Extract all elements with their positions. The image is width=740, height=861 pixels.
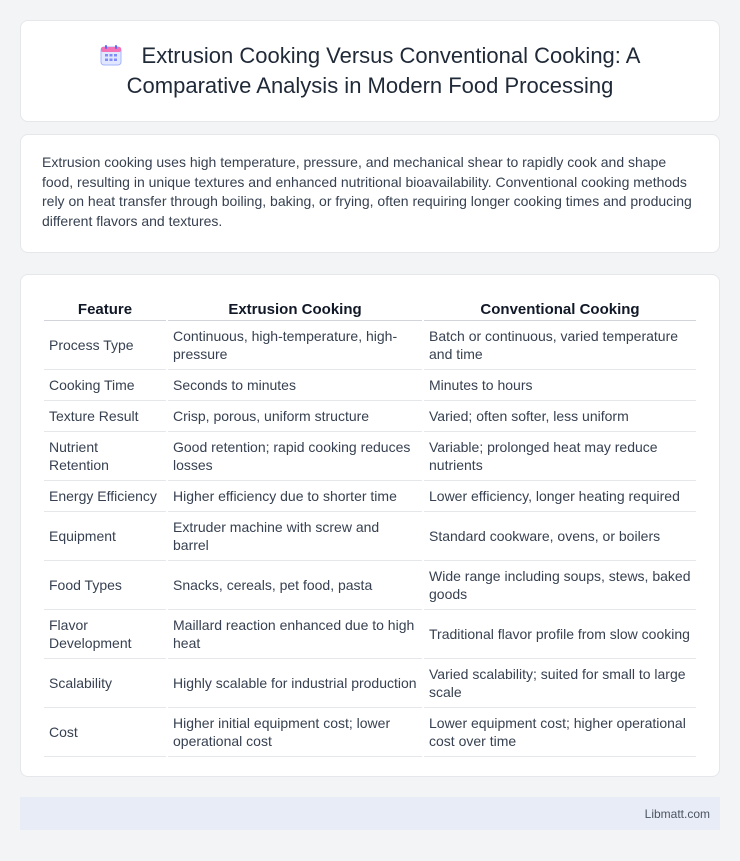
cell-extrusion: Highly scalable for industrial production — [168, 659, 422, 708]
title-card — [20, 20, 720, 122]
cell-extrusion: Good retention; rapid cooking reduces losses — [168, 432, 422, 481]
cell-conventional: Lower equipment cost; higher operational cost over time — [424, 708, 696, 757]
cell-conventional: Lower efficiency, longer heating required — [424, 481, 696, 512]
table-row — [44, 708, 696, 757]
cell-feature: Equipment — [44, 512, 166, 561]
table-header-row — [44, 297, 696, 321]
calendar-icon — [100, 44, 122, 66]
cell-extrusion: Higher efficiency due to shorter time — [168, 481, 422, 512]
footer-bar — [20, 797, 720, 830]
cell-feature: Flavor Development — [44, 610, 166, 659]
cell-extrusion: Crisp, porous, uniform structure — [168, 401, 422, 432]
header-extrusion: Extrusion Cooking — [168, 297, 422, 321]
comparison-card — [20, 274, 720, 777]
cell-feature: Nutrient Retention — [44, 432, 166, 481]
cell-conventional: Variable; prolonged heat may reduce nutrients — [424, 432, 696, 481]
table-row — [44, 401, 696, 432]
table-row — [44, 610, 696, 659]
footer-brand[interactable]: Libmatt.com — [644, 806, 710, 821]
cell-conventional: Traditional flavor profile from slow cooking — [424, 610, 696, 659]
cell-conventional: Varied; often softer, less uniform — [424, 401, 696, 432]
table-row — [44, 659, 696, 708]
cell-feature: Process Type — [44, 321, 166, 370]
cell-extrusion: Extruder machine with screw and barrel — [168, 512, 422, 561]
cell-conventional: Standard cookware, ovens, or boilers — [424, 512, 696, 561]
cell-conventional: Varied scalability; suited for small to large scale — [424, 659, 696, 708]
table-row — [44, 561, 696, 610]
comparison-table — [42, 297, 698, 757]
cell-feature: Food Types — [44, 561, 166, 610]
cell-feature: Cooking Time — [44, 370, 166, 401]
cell-feature: Energy Efficiency — [44, 481, 166, 512]
page-title-text: Extrusion Cooking Versus Conventional Cooking: A Comparative Analysis in Modern Food Processing — [126, 43, 641, 98]
table-row — [44, 432, 696, 481]
cell-conventional: Minutes to hours — [424, 370, 696, 401]
intro-card — [20, 134, 720, 253]
cell-conventional: Wide range including soups, stews, baked goods — [424, 561, 696, 610]
cell-feature: Scalability — [44, 659, 166, 708]
header-feature: Feature — [44, 297, 166, 321]
cell-extrusion: Maillard reaction enhanced due to high heat — [168, 610, 422, 659]
table-row — [44, 512, 696, 561]
cell-conventional: Batch or continuous, varied temperature and time — [424, 321, 696, 370]
cell-feature: Texture Result — [44, 401, 166, 432]
table-row — [44, 481, 696, 512]
cell-extrusion: Snacks, cereals, pet food, pasta — [168, 561, 422, 610]
intro-paragraph: Extrusion cooking uses high temperature, pressure, and mechanical shear to rapidly cook and shape food, resulting in unique textures and enhanced nutritional bioavailability. Conventional cooking methods rely on heat transfer through boiling, baking, or frying, often requiring longer cooking times and producing different flavors and textures. — [42, 154, 692, 229]
cell-extrusion: Higher initial equipment cost; lower operational cost — [168, 708, 422, 757]
page-title — [51, 41, 689, 101]
cell-extrusion: Continuous, high-temperature, high-pressure — [168, 321, 422, 370]
header-conventional: Conventional Cooking — [424, 297, 696, 321]
table-row — [44, 370, 696, 401]
cell-extrusion: Seconds to minutes — [168, 370, 422, 401]
table-row — [44, 321, 696, 370]
cell-feature: Cost — [44, 708, 166, 757]
